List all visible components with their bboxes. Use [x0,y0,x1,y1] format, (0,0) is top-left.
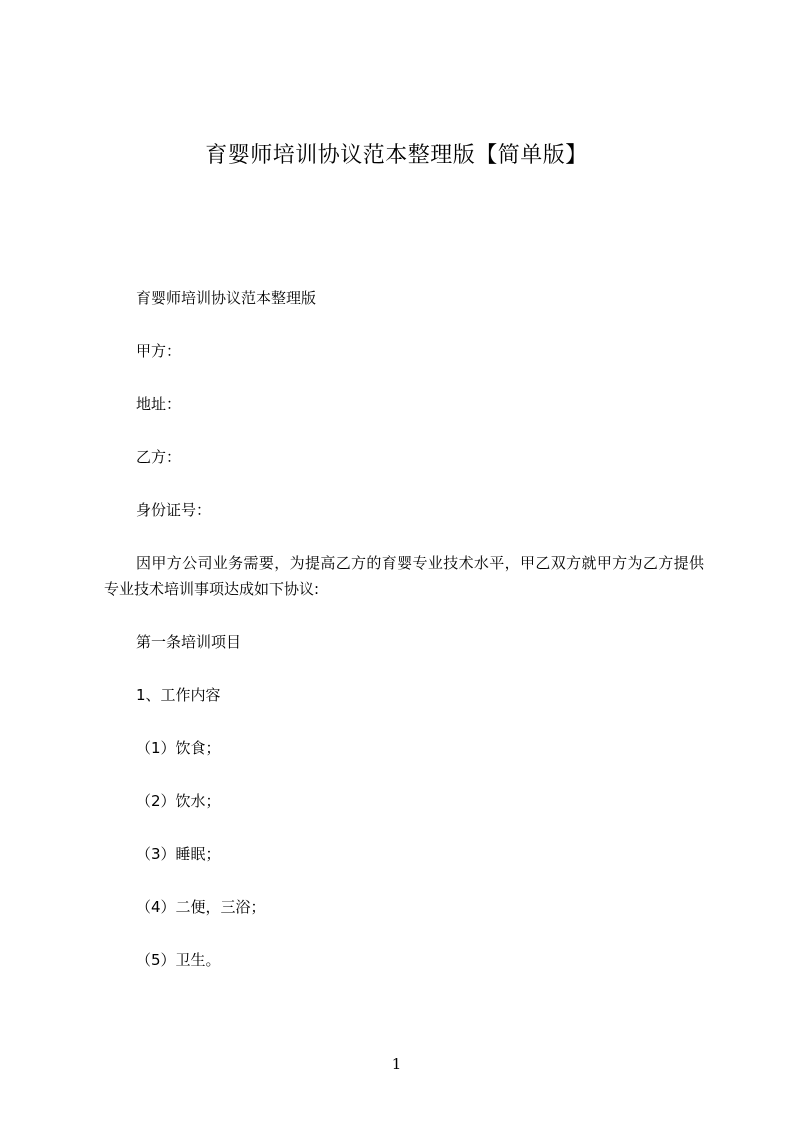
document-title: 育婴师培训协议范本整理版【简单版】 [205,143,588,168]
page-number: 1 [391,1055,402,1073]
paragraph-article-one: 第一条培训项目 [136,633,242,651]
paragraph-party-b: 乙方： [136,448,182,466]
paragraph-subtitle: 育婴师培训协议范本整理版 [136,289,317,307]
list-item: （5）卫生。 [136,951,221,969]
paragraph-intro: 因甲方公司业务需要，为提高乙方的育婴专业技术水平，甲乙双方就甲方为乙方提供专业技术培训事项达成如下协议: [104,554,704,598]
list-item: （2）饮水； [136,792,221,810]
list-item: （4）二便，三浴； [136,898,266,916]
paragraph-id-number: 身份证号： [136,501,212,519]
paragraph-party-a: 甲方： [136,342,182,360]
list-item: （1）饮食； [136,739,221,757]
document-body [104,285,704,973]
paragraph-address: 地址： [136,395,182,413]
list-item: （3）睡眠； [136,845,221,863]
paragraph-work-content: 1、工作内容 [136,686,221,704]
